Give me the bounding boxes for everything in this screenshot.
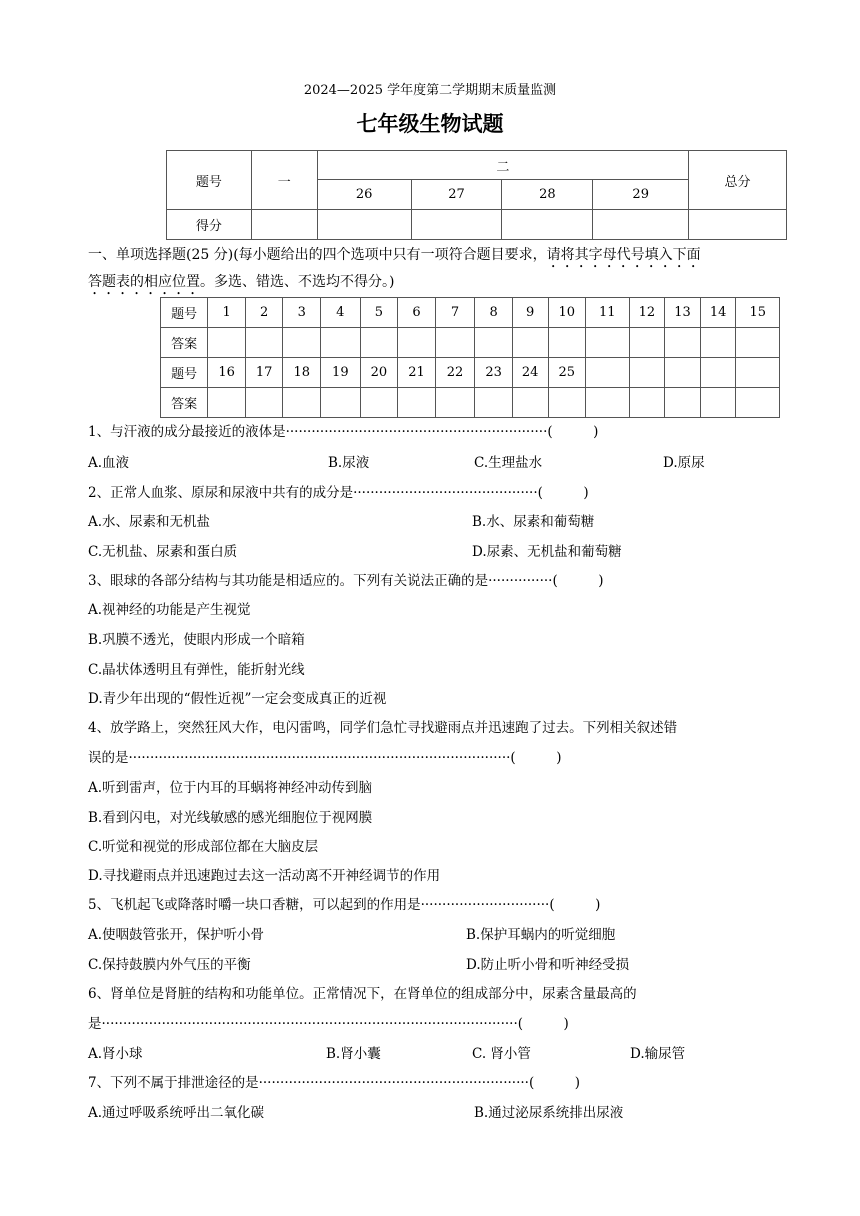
answer-cell[interactable] — [245, 328, 283, 358]
q1-option-a: A.血液 — [88, 455, 130, 471]
question-number — [700, 358, 736, 388]
question-number: 9 — [512, 298, 548, 328]
question-number: 20 — [360, 358, 398, 388]
answer-label-no: 题号 — [161, 358, 208, 388]
answer-cell[interactable] — [208, 388, 246, 418]
q3-option-d: D.青少年出现的“假性近视”一定会变成真正的近视 — [88, 691, 387, 707]
q4-option-c: C.听觉和视觉的形成部位都在大脑皮层 — [88, 839, 319, 855]
question-2-stem: 2、正常人血浆、原尿和尿液中共有的成分是···········································( ) — [88, 485, 589, 501]
answer-cell[interactable] — [629, 388, 665, 418]
question-number — [629, 358, 665, 388]
score-table — [166, 150, 787, 240]
answer-cell[interactable] — [700, 388, 736, 418]
score-sub-27: 27 — [411, 180, 502, 210]
q4-option-a: A.听到雷声，位于内耳的耳蜗将神经冲动传到脑 — [88, 780, 373, 796]
score-cell[interactable] — [317, 210, 411, 240]
question-number: 16 — [208, 358, 246, 388]
question-1-stem: 1、与汗液的成分最接近的液体是·····························································( ) — [88, 424, 599, 440]
question-number — [665, 358, 701, 388]
q4-option-b: B.看到闪电，对光线敏感的感光细胞位于视网膜 — [88, 810, 373, 826]
answer-cell[interactable] — [665, 388, 701, 418]
exam-term: 2024—2025 学年度第二学期期末质量监测 — [303, 83, 557, 98]
section1-line1: 一、单项选择题(25 分)(每小题给出的四个选项中只有一项符合题目要求，请将其字母代号填入下面 — [88, 247, 701, 263]
q3-option-b: B.巩膜不透光，使眼内形成一个暗箱 — [88, 632, 305, 648]
question-number: 25 — [548, 358, 586, 388]
answer-cell[interactable] — [475, 388, 513, 418]
answer-cell[interactable] — [245, 388, 283, 418]
answer-row-answers-2 — [161, 388, 780, 418]
question-number: 22 — [435, 358, 475, 388]
section1-line2: 答题表的相应位置。多选、错选、不选均不得分。) — [88, 274, 395, 290]
q1-option-c: C.生理盐水 — [474, 455, 543, 471]
score-cell[interactable] — [689, 210, 787, 240]
q7-option-a: A.通过呼吸系统呼出二氧化碳 — [88, 1105, 265, 1121]
question-number: 19 — [321, 358, 361, 388]
answer-label-ans: 答案 — [161, 328, 208, 358]
answer-cell[interactable] — [586, 388, 629, 418]
q5-option-c: C.保持鼓膜内外气压的平衡 — [88, 957, 251, 973]
page-title: 七年级生物试题 — [356, 111, 504, 136]
question-number: 21 — [398, 358, 436, 388]
answer-cell[interactable] — [283, 388, 321, 418]
q4-option-d: D.寻找避雨点并迅速跑过去这一活动离不开神经调节的作用 — [88, 868, 441, 884]
q6-option-a: A.肾小球 — [88, 1046, 143, 1062]
answer-cell[interactable] — [208, 328, 246, 358]
question-number — [586, 358, 629, 388]
q2-option-c: C.无机盐、尿素和蛋白质 — [88, 544, 238, 560]
question-number: 5 — [360, 298, 398, 328]
q7-option-b: B.通过泌尿系统排出尿液 — [474, 1105, 624, 1121]
score-sub-29: 29 — [593, 180, 689, 210]
answer-cell[interactable] — [548, 328, 586, 358]
answer-row-answers-1 — [161, 328, 780, 358]
question-number: 23 — [475, 358, 513, 388]
answer-cell[interactable] — [435, 328, 475, 358]
score-label-no: 题号 — [167, 151, 252, 210]
score-sub-26: 26 — [317, 180, 411, 210]
q3-option-c: C.晶状体透明且有弹性，能折射光线 — [88, 662, 305, 678]
question-number: 4 — [321, 298, 361, 328]
score-sub-28: 28 — [502, 180, 593, 210]
q1-option-b: B.尿液 — [328, 455, 370, 471]
q3-option-a: A.视神经的功能是产生视觉 — [88, 602, 251, 618]
answer-cell[interactable] — [360, 388, 398, 418]
answer-row-numbers-2 — [161, 358, 780, 388]
score-total: 总分 — [689, 151, 787, 210]
q2-option-d: D.尿素、无机盐和葡萄糖 — [472, 544, 622, 560]
question-number: 6 — [398, 298, 436, 328]
q6-option-b: B.肾小囊 — [326, 1046, 381, 1062]
question-number: 2 — [245, 298, 283, 328]
question-number — [736, 358, 780, 388]
answer-cell[interactable] — [665, 328, 701, 358]
question-6-stem-line2: 是·································································································( ) — [88, 1016, 569, 1032]
question-number: 10 — [548, 298, 586, 328]
answer-cell[interactable] — [321, 328, 361, 358]
question-number: 11 — [586, 298, 629, 328]
q6-option-d: D.输尿管 — [630, 1046, 686, 1062]
question-number: 3 — [283, 298, 321, 328]
question-number: 18 — [283, 358, 321, 388]
question-number: 1 — [208, 298, 246, 328]
answer-cell[interactable] — [398, 388, 436, 418]
score-cell[interactable] — [251, 210, 317, 240]
question-7-stem: 7、下列不属于排泄途径的是·······························································( ) — [88, 1075, 580, 1091]
question-number: 7 — [435, 298, 475, 328]
answer-cell[interactable] — [548, 388, 586, 418]
question-number: 14 — [700, 298, 736, 328]
q1-option-d: D.原尿 — [663, 455, 705, 471]
answer-cell[interactable] — [475, 328, 513, 358]
answer-label-ans: 答案 — [161, 388, 208, 418]
question-5-stem: 5、飞机起飞或降落时嚼一块口香糖，可以起到的作用是······························( ) — [88, 897, 601, 913]
score-cell[interactable] — [593, 210, 689, 240]
q2-option-a: A.水、尿素和无机盐 — [88, 514, 211, 530]
q6-option-c: C. 肾小管 — [472, 1046, 531, 1062]
question-number: 15 — [736, 298, 780, 328]
score-part1: 一 — [251, 151, 317, 210]
answer-cell[interactable] — [435, 388, 475, 418]
score-part2: 二 — [317, 151, 688, 180]
question-6-stem-line1: 6、肾单位是肾脏的结构和功能单位。正常情况下，在肾单位的组成部分中，尿素含量最高的 — [88, 986, 637, 1002]
answer-cell[interactable] — [512, 388, 548, 418]
answer-cell[interactable] — [321, 388, 361, 418]
q5-option-d: D.防止听小骨和听神经受损 — [466, 957, 630, 973]
answer-label-no: 题号 — [161, 298, 208, 328]
question-4-stem-line1: 4、放学路上，突然狂风大作，电闪雷鸣，同学们急忙寻找避雨点并迅速跑了过去。下列相关叙述错 — [88, 720, 678, 736]
q5-option-b: B.保护耳蜗内的听觉细胞 — [466, 927, 616, 943]
answer-cell[interactable] — [736, 388, 780, 418]
answer-cell[interactable] — [512, 328, 548, 358]
answer-cell[interactable] — [586, 328, 629, 358]
answer-cell[interactable] — [360, 328, 398, 358]
q5-option-a: A.使咽鼓管张开，保护听小骨 — [88, 927, 265, 943]
answer-row-numbers-1 — [161, 298, 780, 328]
score-label-score: 得分 — [167, 210, 252, 240]
q2-option-b: B.水、尿素和葡萄糖 — [472, 514, 595, 530]
question-number: 8 — [475, 298, 513, 328]
score-cell[interactable] — [502, 210, 593, 240]
question-4-stem-line2: 误的是·························································································( ) — [88, 750, 562, 766]
question-number: 13 — [665, 298, 701, 328]
question-number: 17 — [245, 358, 283, 388]
question-3-stem: 3、眼球的各部分结构与其功能是相适应的。下列有关说法正确的是···············( ) — [88, 573, 604, 589]
answer-cell[interactable] — [283, 328, 321, 358]
answer-table — [160, 297, 780, 418]
answer-cell[interactable] — [398, 328, 436, 358]
question-number: 12 — [629, 298, 665, 328]
answer-cell[interactable] — [700, 328, 736, 358]
score-cell[interactable] — [411, 210, 502, 240]
answer-cell[interactable] — [629, 328, 665, 358]
question-number: 24 — [512, 358, 548, 388]
answer-cell[interactable] — [736, 328, 780, 358]
